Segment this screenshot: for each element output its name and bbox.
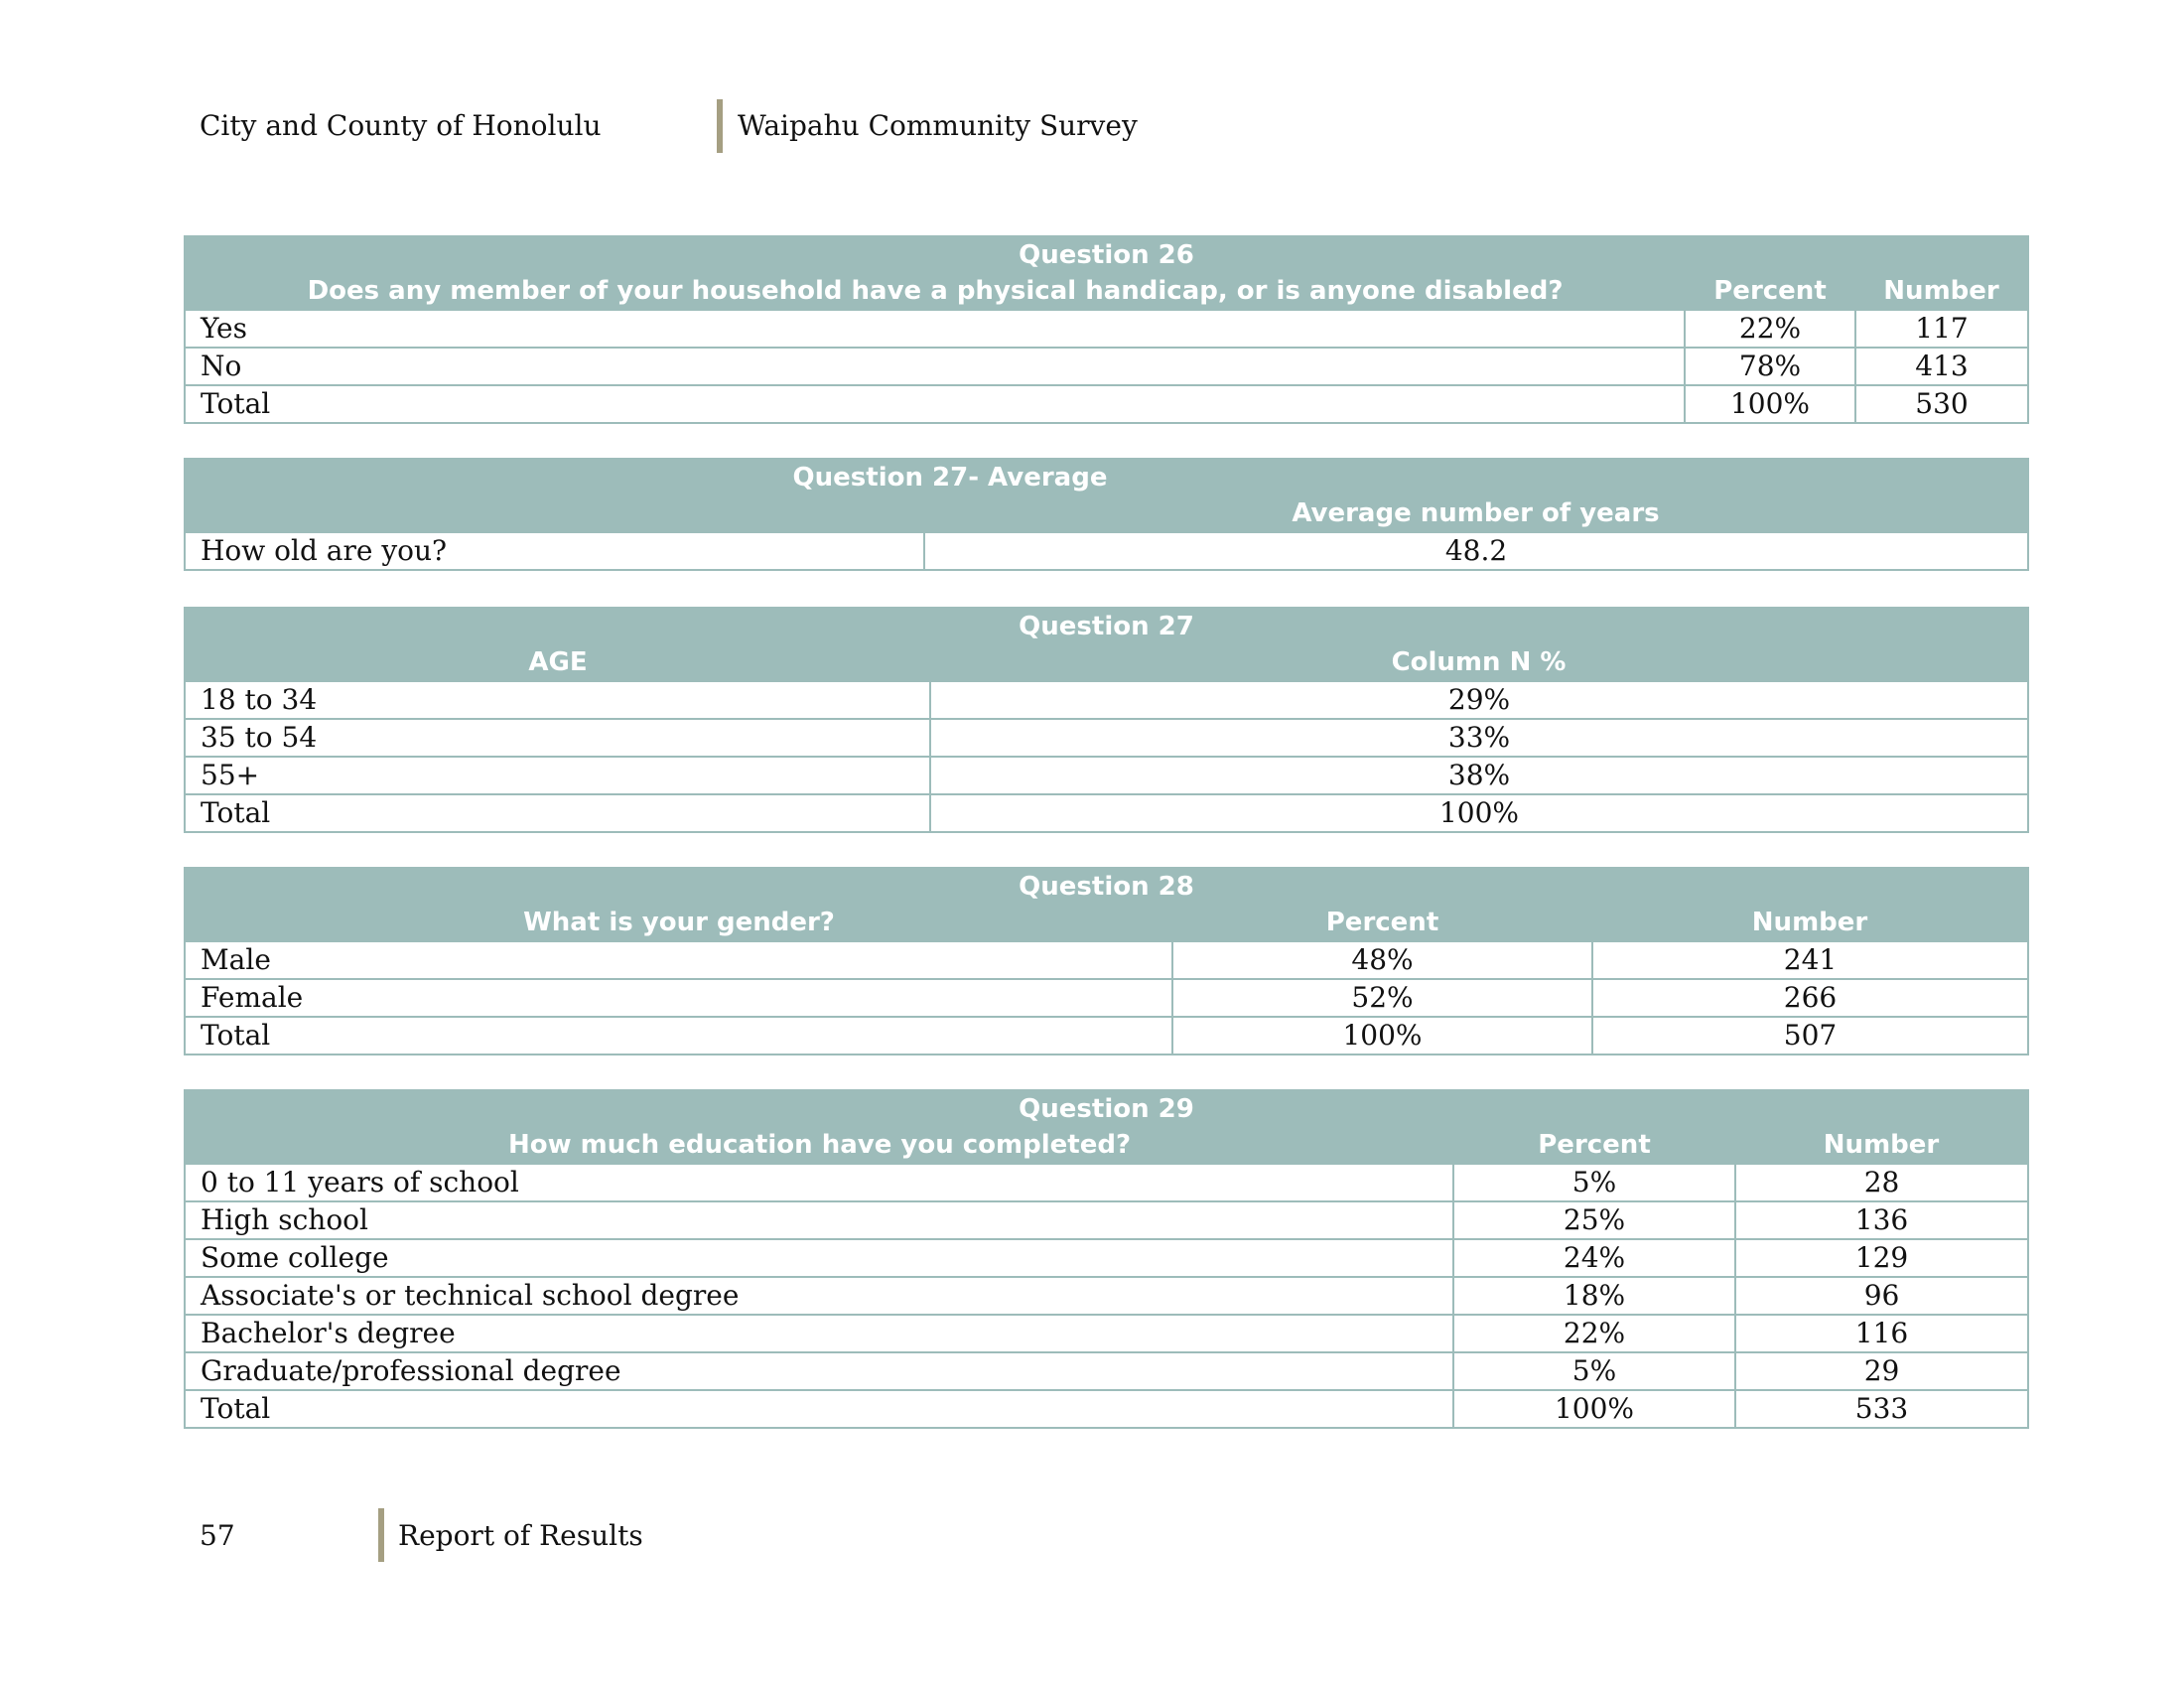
row-percent: 100% (1453, 1390, 1735, 1428)
footer-divider (378, 1508, 384, 1562)
row-percent: 5% (1453, 1164, 1735, 1201)
table-row (185, 532, 2028, 570)
table-row (185, 1164, 2028, 1201)
table-row (185, 757, 2028, 794)
table-row (185, 794, 2028, 832)
question-27-table (184, 607, 2029, 833)
row-label: 0 to 11 years of school (185, 1164, 1453, 1201)
table-row (185, 1239, 2028, 1277)
row-label: Total (185, 385, 1685, 423)
table-row (185, 681, 2028, 719)
row-value: 38% (930, 757, 2028, 794)
row-value: 48.2 (924, 532, 2028, 570)
row-label: High school (185, 1201, 1453, 1239)
row-number: 129 (1735, 1239, 2028, 1277)
row-percent: 22% (1453, 1315, 1735, 1352)
row-label: Yes (185, 310, 1685, 348)
row-label: Bachelor's degree (185, 1315, 1453, 1352)
question-26-title: Question 26 (185, 236, 2028, 273)
question-27-age-header: AGE (185, 644, 930, 681)
question-29-number-header: Number (1735, 1127, 2028, 1164)
row-percent: 24% (1453, 1239, 1735, 1277)
page-number: 57 (200, 1519, 235, 1552)
row-label: Female (185, 979, 1172, 1017)
question-28-table (184, 867, 2029, 1055)
row-number: 507 (1592, 1017, 2028, 1055)
row-label: Associate's or technical school degree (185, 1277, 1453, 1315)
table-row (185, 979, 2028, 1017)
table-row (185, 1352, 2028, 1390)
row-percent: 22% (1685, 310, 1855, 348)
footer-title: Report of Results (398, 1519, 643, 1552)
table-row (185, 1017, 2028, 1055)
row-label: 18 to 34 (185, 681, 930, 719)
question-27-average-table (184, 458, 2029, 571)
table-row (185, 385, 2028, 423)
row-value: 100% (930, 794, 2028, 832)
question-29-text: How much education have you completed? (185, 1127, 1453, 1164)
question-29-title: Question 29 (185, 1090, 2028, 1127)
row-percent: 25% (1453, 1201, 1735, 1239)
table-row (185, 1390, 2028, 1428)
row-number: 530 (1855, 385, 2028, 423)
row-label: How old are you? (185, 532, 924, 570)
question-27-average-blank-header (185, 495, 924, 532)
question-26-text: Does any member of your household have a physical handicap, or is anyone disabled? (185, 273, 1685, 310)
table-row (185, 1277, 2028, 1315)
row-number: 266 (1592, 979, 2028, 1017)
question-28-number-header: Number (1592, 905, 2028, 941)
question-29-table (184, 1089, 2029, 1429)
question-26-table (184, 235, 2029, 424)
table-row (185, 1201, 2028, 1239)
question-27-average-col-header: Average number of years (924, 495, 2028, 532)
row-percent: 48% (1172, 941, 1592, 979)
row-value: 33% (930, 719, 2028, 757)
row-number: 533 (1735, 1390, 2028, 1428)
row-label: Total (185, 1017, 1172, 1055)
row-label: 35 to 54 (185, 719, 930, 757)
row-number: 117 (1855, 310, 2028, 348)
row-label: 55+ (185, 757, 930, 794)
question-28-percent-header: Percent (1172, 905, 1592, 941)
row-percent: 78% (1685, 348, 1855, 385)
row-number: 413 (1855, 348, 2028, 385)
row-label: Some college (185, 1239, 1453, 1277)
row-value: 29% (930, 681, 2028, 719)
row-percent: 52% (1172, 979, 1592, 1017)
row-percent: 18% (1453, 1277, 1735, 1315)
question-26-percent-header: Percent (1685, 273, 1855, 310)
row-percent: 100% (1172, 1017, 1592, 1055)
header-divider (717, 99, 723, 153)
row-percent: 5% (1453, 1352, 1735, 1390)
header-report-title: Waipahu Community Survey (738, 109, 1138, 142)
row-number: 116 (1735, 1315, 2028, 1352)
row-number: 136 (1735, 1201, 2028, 1239)
question-26-number-header: Number (1855, 273, 2028, 310)
row-label: Total (185, 794, 930, 832)
question-29-percent-header: Percent (1453, 1127, 1735, 1164)
row-number: 28 (1735, 1164, 2028, 1201)
row-number: 241 (1592, 941, 2028, 979)
table-row (185, 1315, 2028, 1352)
question-27-title: Question 27 (185, 608, 2028, 644)
row-number: 96 (1735, 1277, 2028, 1315)
question-28-title: Question 28 (185, 868, 2028, 905)
row-label: Total (185, 1390, 1453, 1428)
row-label: No (185, 348, 1685, 385)
header-organization: City and County of Honolulu (200, 109, 602, 142)
table-row (185, 310, 2028, 348)
question-27-average-title: Question 27- Average (185, 459, 2028, 495)
table-row (185, 719, 2028, 757)
row-label: Graduate/professional degree (185, 1352, 1453, 1390)
table-row (185, 348, 2028, 385)
question-27-pct-header: Column N % (930, 644, 2028, 681)
row-percent: 100% (1685, 385, 1855, 423)
row-label: Male (185, 941, 1172, 979)
question-28-text: What is your gender? (185, 905, 1172, 941)
table-row (185, 941, 2028, 979)
row-number: 29 (1735, 1352, 2028, 1390)
